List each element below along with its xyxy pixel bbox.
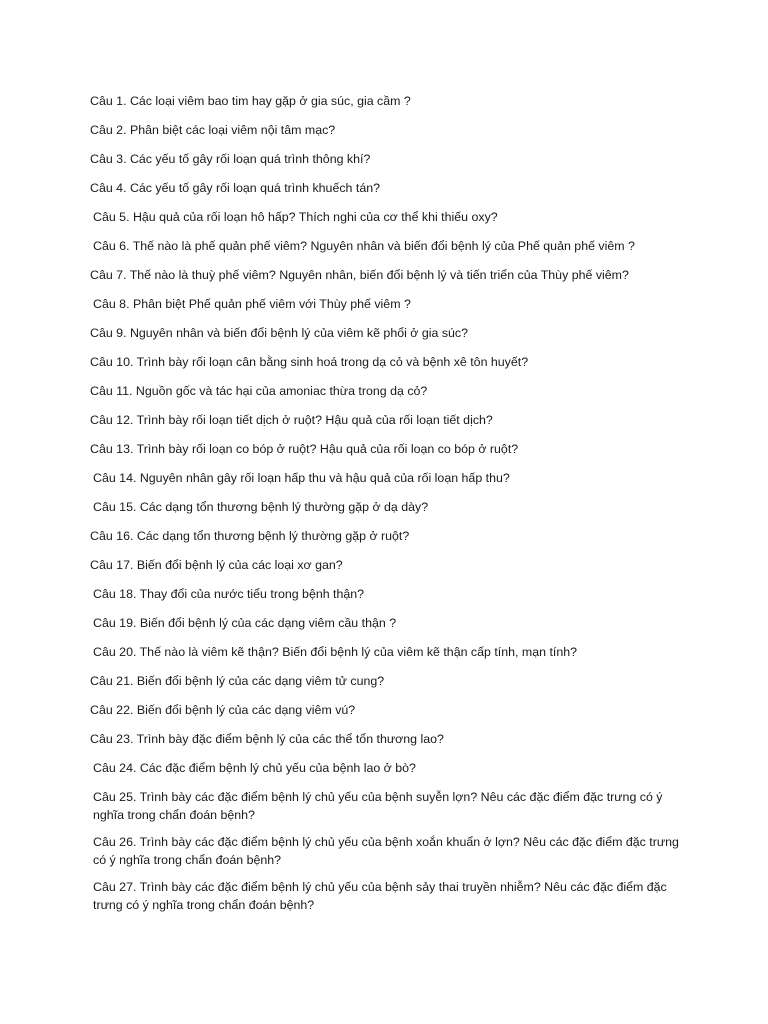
question-item: Câu 18. Thay đổi của nước tiểu trong bệnh thận?: [93, 587, 365, 601]
question-item: Câu 21. Biến đổi bệnh lý của các dạng viêm tử cung?: [90, 674, 385, 688]
question-item: Câu 27. Trình bày các đặc điểm bệnh lý chủ yếu của bệnh sảy thai truyền nhiễm? Nêu các đặc điểm đặc trưng có ý nghĩa trong chẩn đoán bệnh?: [93, 880, 667, 912]
question-item: Câu 13. Trình bày rối loạn co bóp ở ruột? Hậu quả của rối loạn co bóp ở ruột?: [90, 442, 519, 456]
question-item: Câu 23. Trình bày đặc điểm bệnh lý của các thể tổn thương lao?: [90, 732, 444, 746]
question-item: Câu 16. Các dạng tổn thương bệnh lý thường gặp ở ruột?: [90, 529, 410, 543]
question-item: Câu 7. Thế nào là thuỳ phế viêm? Nguyên nhân, biến đổi bệnh lý và tiến triển của Thùy phế viêm?: [90, 268, 629, 282]
question-item: Câu 5. Hậu quả của rối loạn hô hấp? Thích nghi của cơ thể khi thiếu oxy?: [93, 210, 498, 224]
question-item: Câu 3. Các yếu tố gây rối loạn quá trình thông khí?: [90, 152, 371, 166]
question-item: Câu 25. Trình bày các đặc điểm bệnh lý chủ yếu của bệnh suyễn lợn? Nêu các đặc điểm đặc trưng có ý nghĩa trong chẩn đoán bệnh?: [93, 790, 663, 822]
question-item: Câu 22. Biến đổi bệnh lý của các dạng viêm vú?: [90, 703, 356, 717]
question-item: Câu 4. Các yếu tố gây rối loạn quá trình khuếch tán?: [90, 181, 380, 195]
question-item: Câu 10. Trình bày rối loạn cân bằng sinh hoá trong dạ cỏ và bệnh xê tôn huyết?: [90, 355, 529, 369]
question-item: Câu 17. Biến đổi bệnh lý của các loại xơ gan?: [90, 558, 343, 572]
question-item: Câu 12. Trình bày rối loạn tiết dịch ở ruột? Hậu quả của rối loạn tiết dịch?: [90, 413, 493, 427]
question-item: Câu 20. Thế nào là viêm kẽ thận? Biến đổi bệnh lý của viêm kẽ thận cấp tính, mạn tính?: [93, 645, 577, 659]
question-item: Câu 11. Nguồn gốc và tác hại của amoniac thừa trong dạ cỏ?: [90, 384, 428, 398]
question-item: Câu 24. Các đặc điểm bệnh lý chủ yếu của bệnh lao ở bò?: [93, 761, 416, 775]
question-item: Câu 26. Trình bày các đặc điểm bệnh lý chủ yếu của bệnh xoắn khuẩn ở lợn? Nêu các đặc điểm đặc trưng có ý nghĩa trong chẩn đoán bệnh?: [93, 835, 679, 867]
question-item: Câu 1. Các loại viêm bao tim hay gặp ở gia súc, gia cầm ?: [90, 94, 411, 108]
question-item: Câu 6. Thế nào là phế quản phế viêm? Nguyên nhân và biến đổi bệnh lý của Phế quản phế viêm ?: [93, 239, 635, 253]
question-item: Câu 14. Nguyên nhân gây rối loạn hấp thu và hậu quả của rối loạn hấp thu?: [93, 471, 510, 485]
question-item: Câu 15. Các dạng tổn thương bệnh lý thường gặp ở dạ dày?: [93, 500, 429, 514]
question-item: Câu 9. Nguyên nhân và biến đổi bệnh lý của viêm kẽ phổi ở gia súc?: [90, 326, 469, 340]
question-item: Câu 19. Biến đổi bệnh lý của các dạng viêm cầu thận ?: [93, 616, 397, 630]
question-list: [90, 92, 680, 923]
question-item: Câu 8. Phân biệt Phế quản phế viêm với Thùy phế viêm ?: [93, 297, 411, 311]
question-item: Câu 2. Phân biệt các loại viêm nội tâm mạc?: [90, 123, 336, 137]
